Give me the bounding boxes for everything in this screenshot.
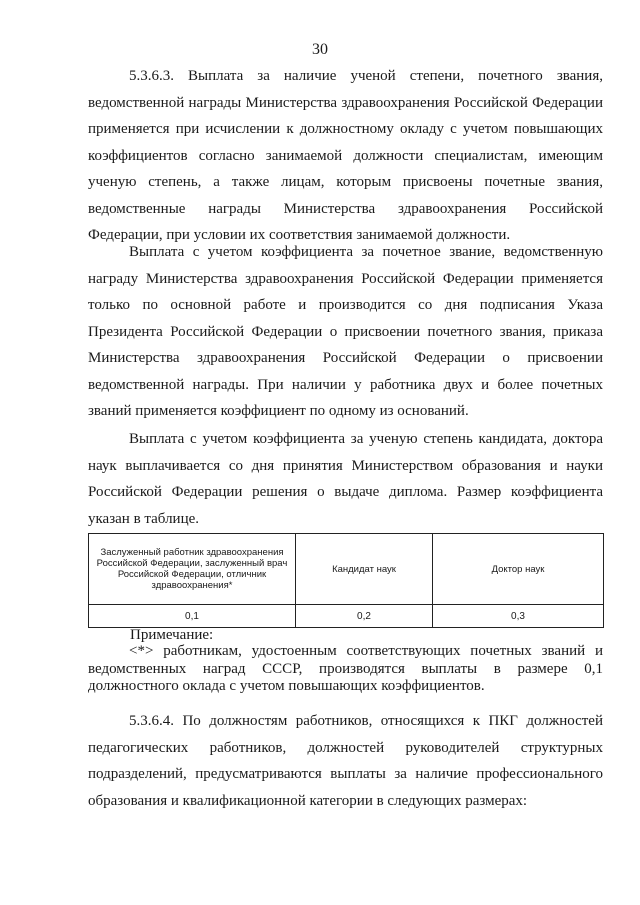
table-row [89, 605, 604, 628]
value-honorary-titles: 0,1 [89, 605, 296, 628]
paragraph-5-3-6-4: 5.3.6.4. По должностям работников, относящихся к ПКГ должностей педагогических работников, должностей руководителей структурных подразделений, предусматриваются выплаты за наличие профессионального образования и квалификационной категории в следующих размерах: [88, 713, 603, 809]
header-doctor-of-sciences: Доктор наук [433, 534, 604, 605]
note-text: <*> работникам, удостоенным соответствующих почетных званий и ведомственных наград СССР, производятся выплаты в размере 0,1 должностного оклада с учетом повышающих коэффициентов. [88, 643, 603, 694]
value-candidate-of-sciences: 0,2 [296, 605, 433, 628]
header-honorary-titles: Заслуженный работник здравоохранения Российской Федерации, заслуженный врач Российской Федерации, отличник здравоохранения* [89, 534, 296, 605]
coefficient-table [88, 533, 604, 628]
table-header-row [89, 534, 604, 605]
page-number: 30 [312, 41, 328, 58]
value-doctor-of-sciences: 0,3 [433, 605, 604, 628]
note-label: Примечание: [130, 627, 214, 643]
paragraph-academic-degree-payment: Выплата с учетом коэффициента за ученую степень кандидата, доктора наук выплачивается со дня принятия Министерством образования и науки Российской Федерации решения о выдаче диплома. Размер коэффициента указан в таблице. [88, 431, 603, 527]
header-candidate-of-sciences: Кандидат наук [296, 534, 433, 605]
paragraph-5-3-6-3: 5.3.6.3. Выплата за наличие ученой степени, почетного звания, ведомственной награды Министерства здравоохранения Российской Федерации применяется при исчислении к должностному окладу с учетом повышающих коэффициентов согласно занимаемой должности специалистам, имеющим ученую степень, а также лицам, которым присвоены почетные звания, ведомственные награды Министерства здравоохранения Российской Федерации, при условии их соответствия занимаемой должности. [88, 68, 603, 243]
paragraph-honorary-title-payment: Выплата с учетом коэффициента за почетное звание, ведомственную награду Министерства здравоохранения Российской Федерации применяется только по основной работе и производится со дня подписания Указа Президента Российской Федерации о присвоении почетного звания, приказа Министерства здравоохранения Российской Федерации о присвоении ведомственной награды. При наличии у работника двух и более почетных званий применяется коэффициент по одному из оснований. [88, 244, 603, 419]
